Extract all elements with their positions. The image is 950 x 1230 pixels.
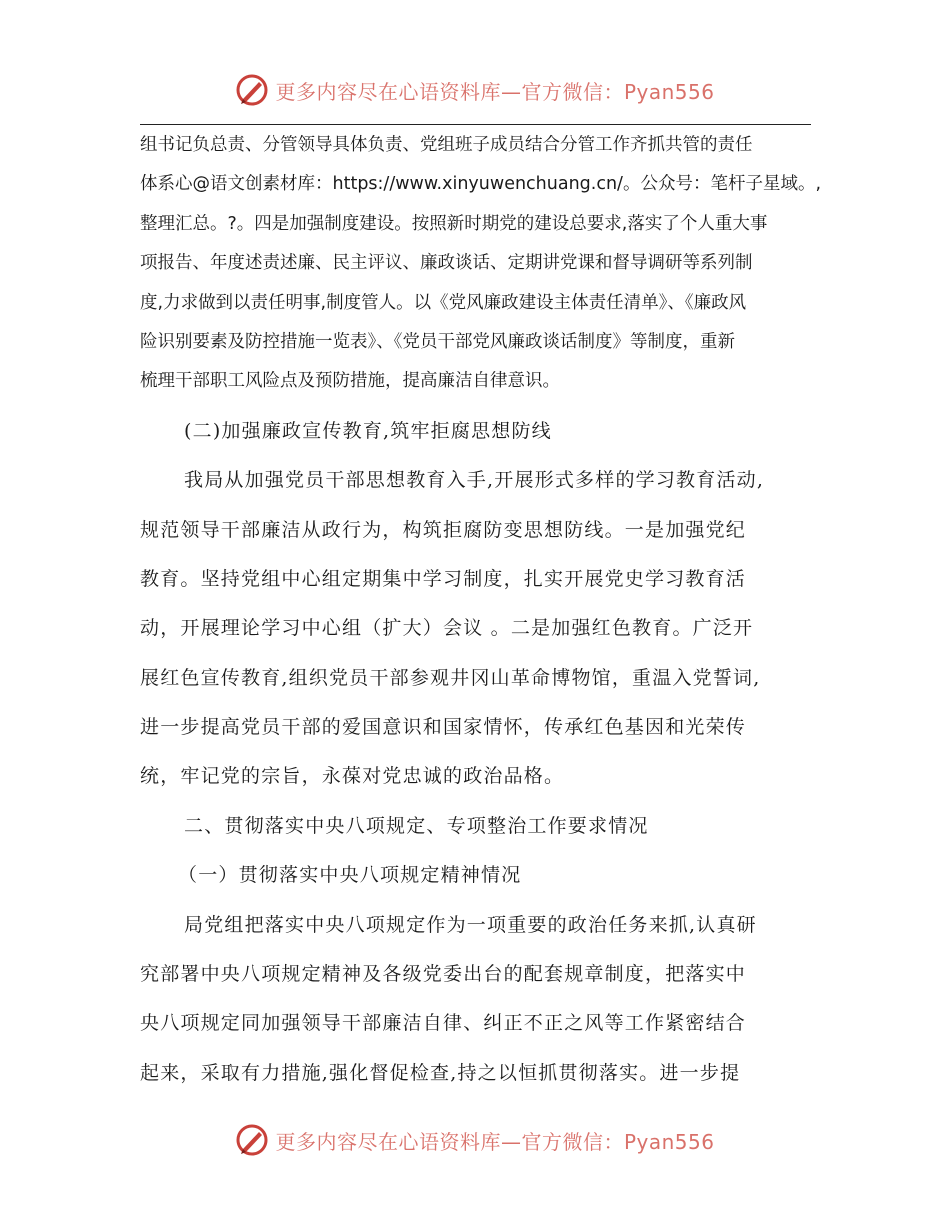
text-line: 局党组把落实中央八项规定作为一项重要的政治任务来抓,认真研: [184, 913, 757, 936]
section-heading: 二、贯彻落实中央八项规定、专项整治工作要求情况: [184, 814, 649, 837]
text-line: 项报告、年度述责述廉、民主评议、廉政谈话、定期讲党课和督导调研等系列制: [140, 253, 753, 274]
text-line: 究部署中央八项规定精神及各级党委出台的配套规章制度，把落实中: [140, 963, 747, 986]
header-banner-text: 更多内容尽在心语资料库—官方微信：Pyan556: [275, 79, 715, 104]
text-line: 统，牢记党的宗旨，永葆对党忠诚的政治品格。: [140, 765, 565, 788]
text-line: 体系心@语文创素材库：https://www.xinyuwenchuang.cn/。公众号：笔杆子星域。,: [140, 174, 822, 195]
text-line: 教育。坚持党组中心组定期集中学习制度，扎实开展党史学习教育活: [140, 567, 747, 590]
pen-logo-icon: [235, 73, 269, 107]
text-line: 动，开展理论学习中心组（扩大）会议 。二是加强红色教育。广泛开: [140, 617, 754, 640]
document-body: [140, 126, 820, 1093]
footer-banner-text: 更多内容尽在心语资料库—官方微信：Pyan556: [275, 1129, 715, 1154]
text-line: 我局从加强党员干部思想教育入手,开展形式多样的学习教育活动,: [184, 469, 765, 492]
text-line: 起来，采取有力措施,强化督促检查,持之以恒抓贯彻落实。进一步提: [140, 1061, 741, 1084]
text-line: 展红色宣传教育,组织党员干部参观井冈山革命博物馆，重温入党誓词,: [140, 666, 761, 689]
text-line: 整理汇总。?。四是加强制度建设。按照新时期党的建设总要求,落实了个人重大事: [140, 213, 768, 234]
subsection-heading: （一）贯彻落实中央八项规定精神情况: [178, 864, 522, 887]
footer-banner: [0, 1118, 950, 1162]
text-line: 组书记负总责、分管领导具体负责、党组班子成员结合分管工作齐抓共管的责任: [140, 135, 753, 155]
text-line: 规范领导干部廉洁从政行为，构筑拒腐防变思想防线。一是加强党纪: [140, 518, 747, 541]
text-line: 险识别要素及防控措施一览表》、《党员干部党风廉政谈话制度》等制度，重新: [140, 331, 735, 352]
text-line: 央八项规定同加强领导干部廉洁自律、纠正不正之风等工作紧密结合: [140, 1012, 747, 1035]
section-heading: (二)加强廉政宣传教育,筑牢拒腐思想防线: [184, 419, 552, 442]
header-banner: [0, 68, 950, 112]
text-line: 梳理干部职工风险点及预防措施，提高廉洁自律意识。: [140, 371, 560, 392]
header-divider: [140, 124, 811, 125]
text-line: 进一步提高党员干部的爱国意识和国家情怀，传承红色基因和光荣传: [140, 716, 747, 739]
text-line: 度,力求做到以责任明事,制度管人。以《党风廉政建设主体责任清单》、《廉政风: [140, 292, 747, 313]
pen-logo-icon: [235, 1123, 269, 1157]
